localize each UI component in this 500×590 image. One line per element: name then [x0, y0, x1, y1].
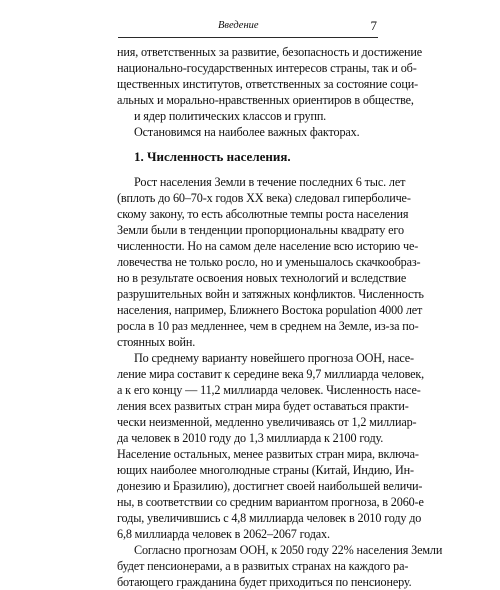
paragraph [117, 350, 425, 542]
text-line: годы, увеличившись с 4,8 миллиарда человек в 2010 году до [117, 511, 422, 525]
paragraph [117, 174, 424, 350]
text-line: населения, например, Ближнего Востока population 4000 лет [117, 303, 423, 317]
text-line: да человек в 2010 году до 1,3 миллиарда к 2100 году. [117, 431, 384, 445]
text-line: ющих наиболее многолюдные страны (Китай, Индию, Ин- [117, 463, 414, 477]
text-line: а к его концу — 11,2 миллиарда человек. Численность насе- [117, 383, 421, 397]
text-line: Земли были в тенденции пропорциональны квадрату его [117, 223, 404, 237]
text-line: ния, ответственных за развитие, безопасность и достижение [117, 45, 423, 59]
paragraph [117, 44, 423, 124]
text-line: ботающего гражданина будет приходиться по пенсионеру. [117, 575, 412, 589]
text-line: Рост населения Земли в течение последних 6 тыс. лет [134, 175, 406, 189]
text-line: Население остальных, менее развитых стран мира, включа- [117, 447, 419, 461]
body-text [117, 44, 443, 590]
paragraph [117, 542, 443, 590]
text-line: скому закону, то есть абсолютные темпы роста населения [117, 207, 409, 221]
text-line: но в результате освоения новых технологий и вследствие [117, 271, 407, 285]
text-line: национально-государственных интересов страны, так и об- [117, 61, 417, 75]
text-line: стоянных войн. [117, 335, 196, 349]
text-line: ления всех развитых стран мира будет оставаться практи- [117, 399, 409, 413]
text-line: Остановимся на наиболее важных факторах. [134, 125, 360, 139]
page-number: 7 [370, 18, 377, 33]
text-line: ны, в соответствии со средним вариантом прогноза, в 2060-е [117, 495, 424, 509]
text-line: ловечества не только росло, но и уменьшалось скачкообраз- [117, 255, 421, 269]
text-line: 6,8 миллиарда человек в 2062–2067 годах. [117, 527, 330, 541]
text-line: чески неизменной, медленно увеличиваясь от 1,2 миллиар- [117, 415, 417, 429]
text-line: росла в 10 раз медленнее, чем в среднем на Земле, из-за по- [117, 319, 419, 333]
text-line: донезию и Бразилию), достигнет своей наибольшей величи- [117, 479, 423, 493]
text-line: численности. Но на самом деле население всю историю че- [117, 239, 419, 253]
running-header [118, 19, 378, 38]
text-line: щественных институтов, ответственных за состояние соци- [117, 77, 418, 91]
section-heading: 1. Численность населения. [134, 149, 291, 164]
text-line: альных и морально-нравственных ориентиров в обществе, [117, 93, 414, 107]
text-line: По среднему варианту новейшего прогноза ООН, насе- [134, 351, 414, 365]
text-line: ление мира составит к середине века 9,7 миллиарда человек, [117, 367, 425, 381]
text-line: и ядер политических классов и групп. [134, 109, 327, 123]
paragraph [117, 124, 380, 140]
text-line: будет пенсионерами, а в развитых странах на каждого ра- [117, 559, 409, 573]
text-line: (вплоть до 60–70-х годов XX века) следовал гиперболиче- [117, 191, 411, 205]
text-line: Согласно прогнозам ООН, к 2050 году 22% населения Земли [134, 543, 443, 557]
header-title: Введение [218, 20, 259, 31]
text-line: разрушительных войн и затяжных конфликтов. Численность [117, 287, 424, 301]
